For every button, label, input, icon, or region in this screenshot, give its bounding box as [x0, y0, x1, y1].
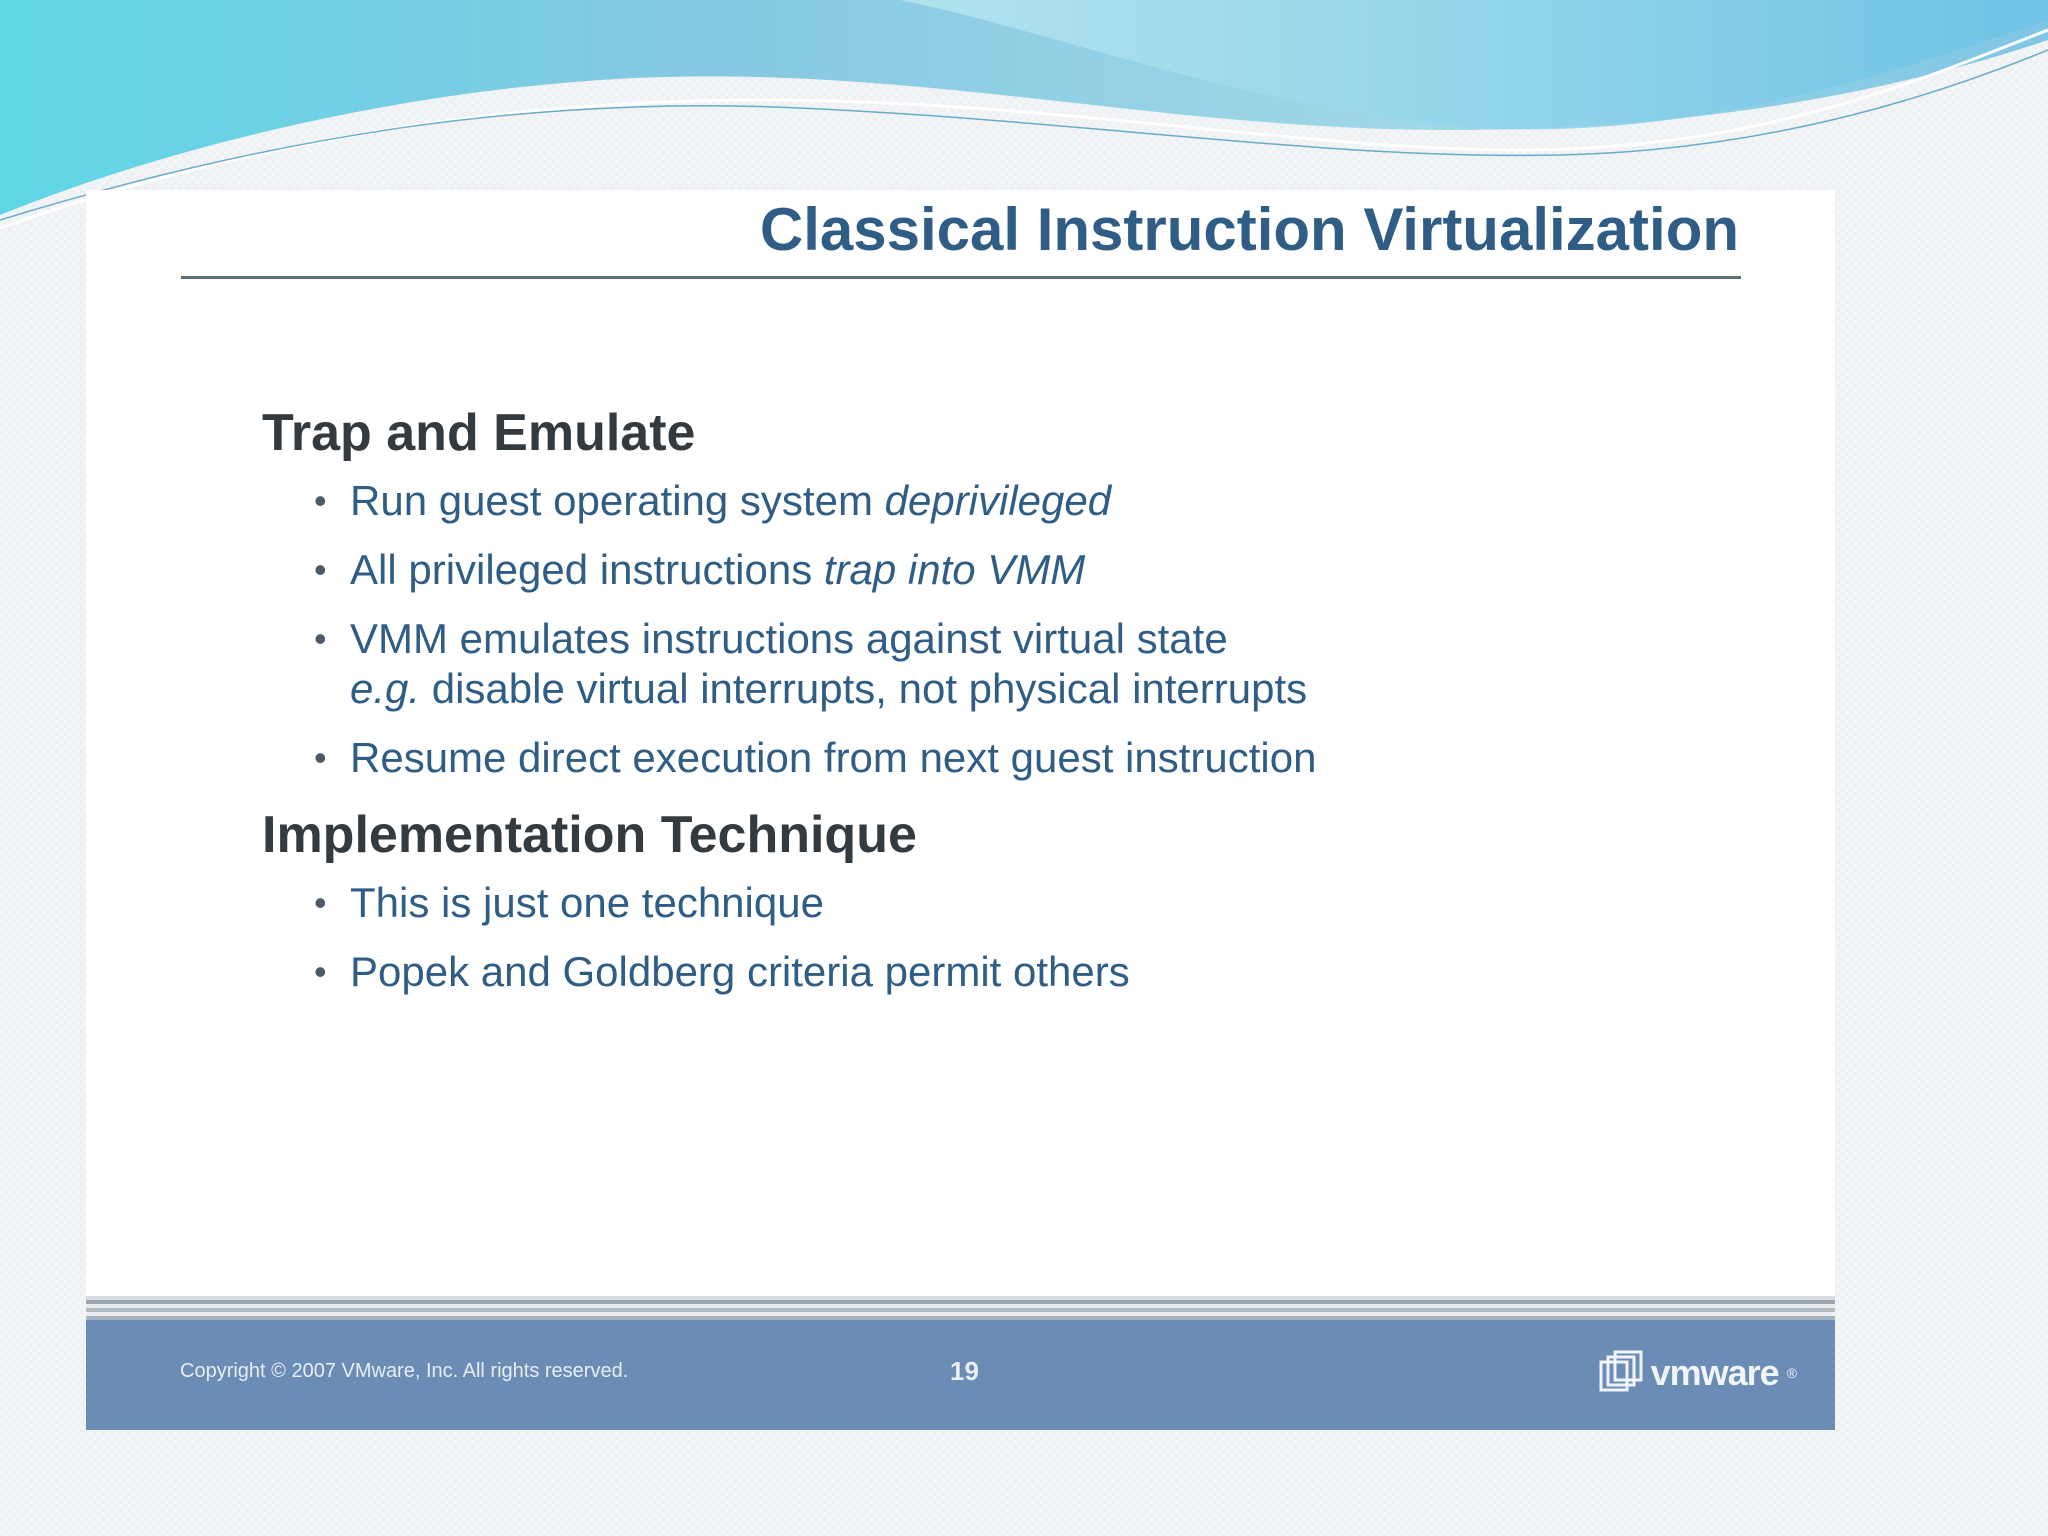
- bullet-icon: •: [314, 882, 327, 923]
- bullet-text: All privileged instructions: [350, 546, 824, 593]
- bullet-item: [262, 614, 1662, 714]
- bullet-item: [262, 476, 1662, 526]
- slide: [86, 190, 1835, 1430]
- slide-content: [262, 400, 1662, 1016]
- bullet-item: [262, 733, 1662, 783]
- vmware-logo-text: vmware: [1650, 1352, 1779, 1393]
- bullet-sub-text: disable virtual interrupts, not physical interrupts: [420, 665, 1308, 712]
- bullet-text: Run guest operating system: [350, 477, 885, 524]
- bullet-text: Popek and Goldberg criteria permit others: [350, 948, 1130, 995]
- bullet-text: This is just one technique: [350, 879, 824, 926]
- slide-title: Classical Instruction Virtualization: [759, 196, 1739, 263]
- section-heading-implementation-technique: Implementation Technique: [262, 806, 917, 864]
- bullet-icon: •: [314, 549, 327, 590]
- bullet-icon: •: [314, 618, 327, 659]
- bullet-emphasis: deprivileged: [884, 477, 1112, 524]
- bullet-icon: •: [314, 737, 327, 778]
- footer-divider-stripes: [86, 1296, 1835, 1320]
- bullet-icon: •: [314, 480, 327, 521]
- vmware-logo-icon: [1599, 1350, 1643, 1396]
- registered-mark: ®: [1786, 1365, 1797, 1381]
- bullet-list-trap-and-emulate: [262, 476, 1662, 783]
- bullet-icon: •: [314, 951, 327, 992]
- bullet-sub-emphasis: e.g.: [350, 665, 421, 712]
- vmware-logo: [1599, 1348, 1797, 1398]
- page-number: 19: [950, 1356, 979, 1386]
- bullet-text: Resume direct execution from next guest instruction: [350, 734, 1317, 781]
- copyright-notice: Copyright © 2007 VMware, Inc. All rights reserved.: [180, 1360, 629, 1382]
- bullet-item: [262, 947, 1662, 997]
- bullet-item: [262, 878, 1662, 928]
- bullet-item: [262, 545, 1662, 595]
- bullet-emphasis: trap into VMM: [823, 546, 1086, 593]
- bullet-list-implementation-technique: [262, 878, 1662, 997]
- bullet-sub-line: [350, 664, 1662, 714]
- slide-footer: [86, 1320, 1835, 1430]
- title-underline: [181, 276, 1741, 279]
- section-heading-trap-and-emulate: Trap and Emulate: [262, 404, 696, 462]
- bullet-text: VMM emulates instructions against virtual state: [350, 615, 1228, 662]
